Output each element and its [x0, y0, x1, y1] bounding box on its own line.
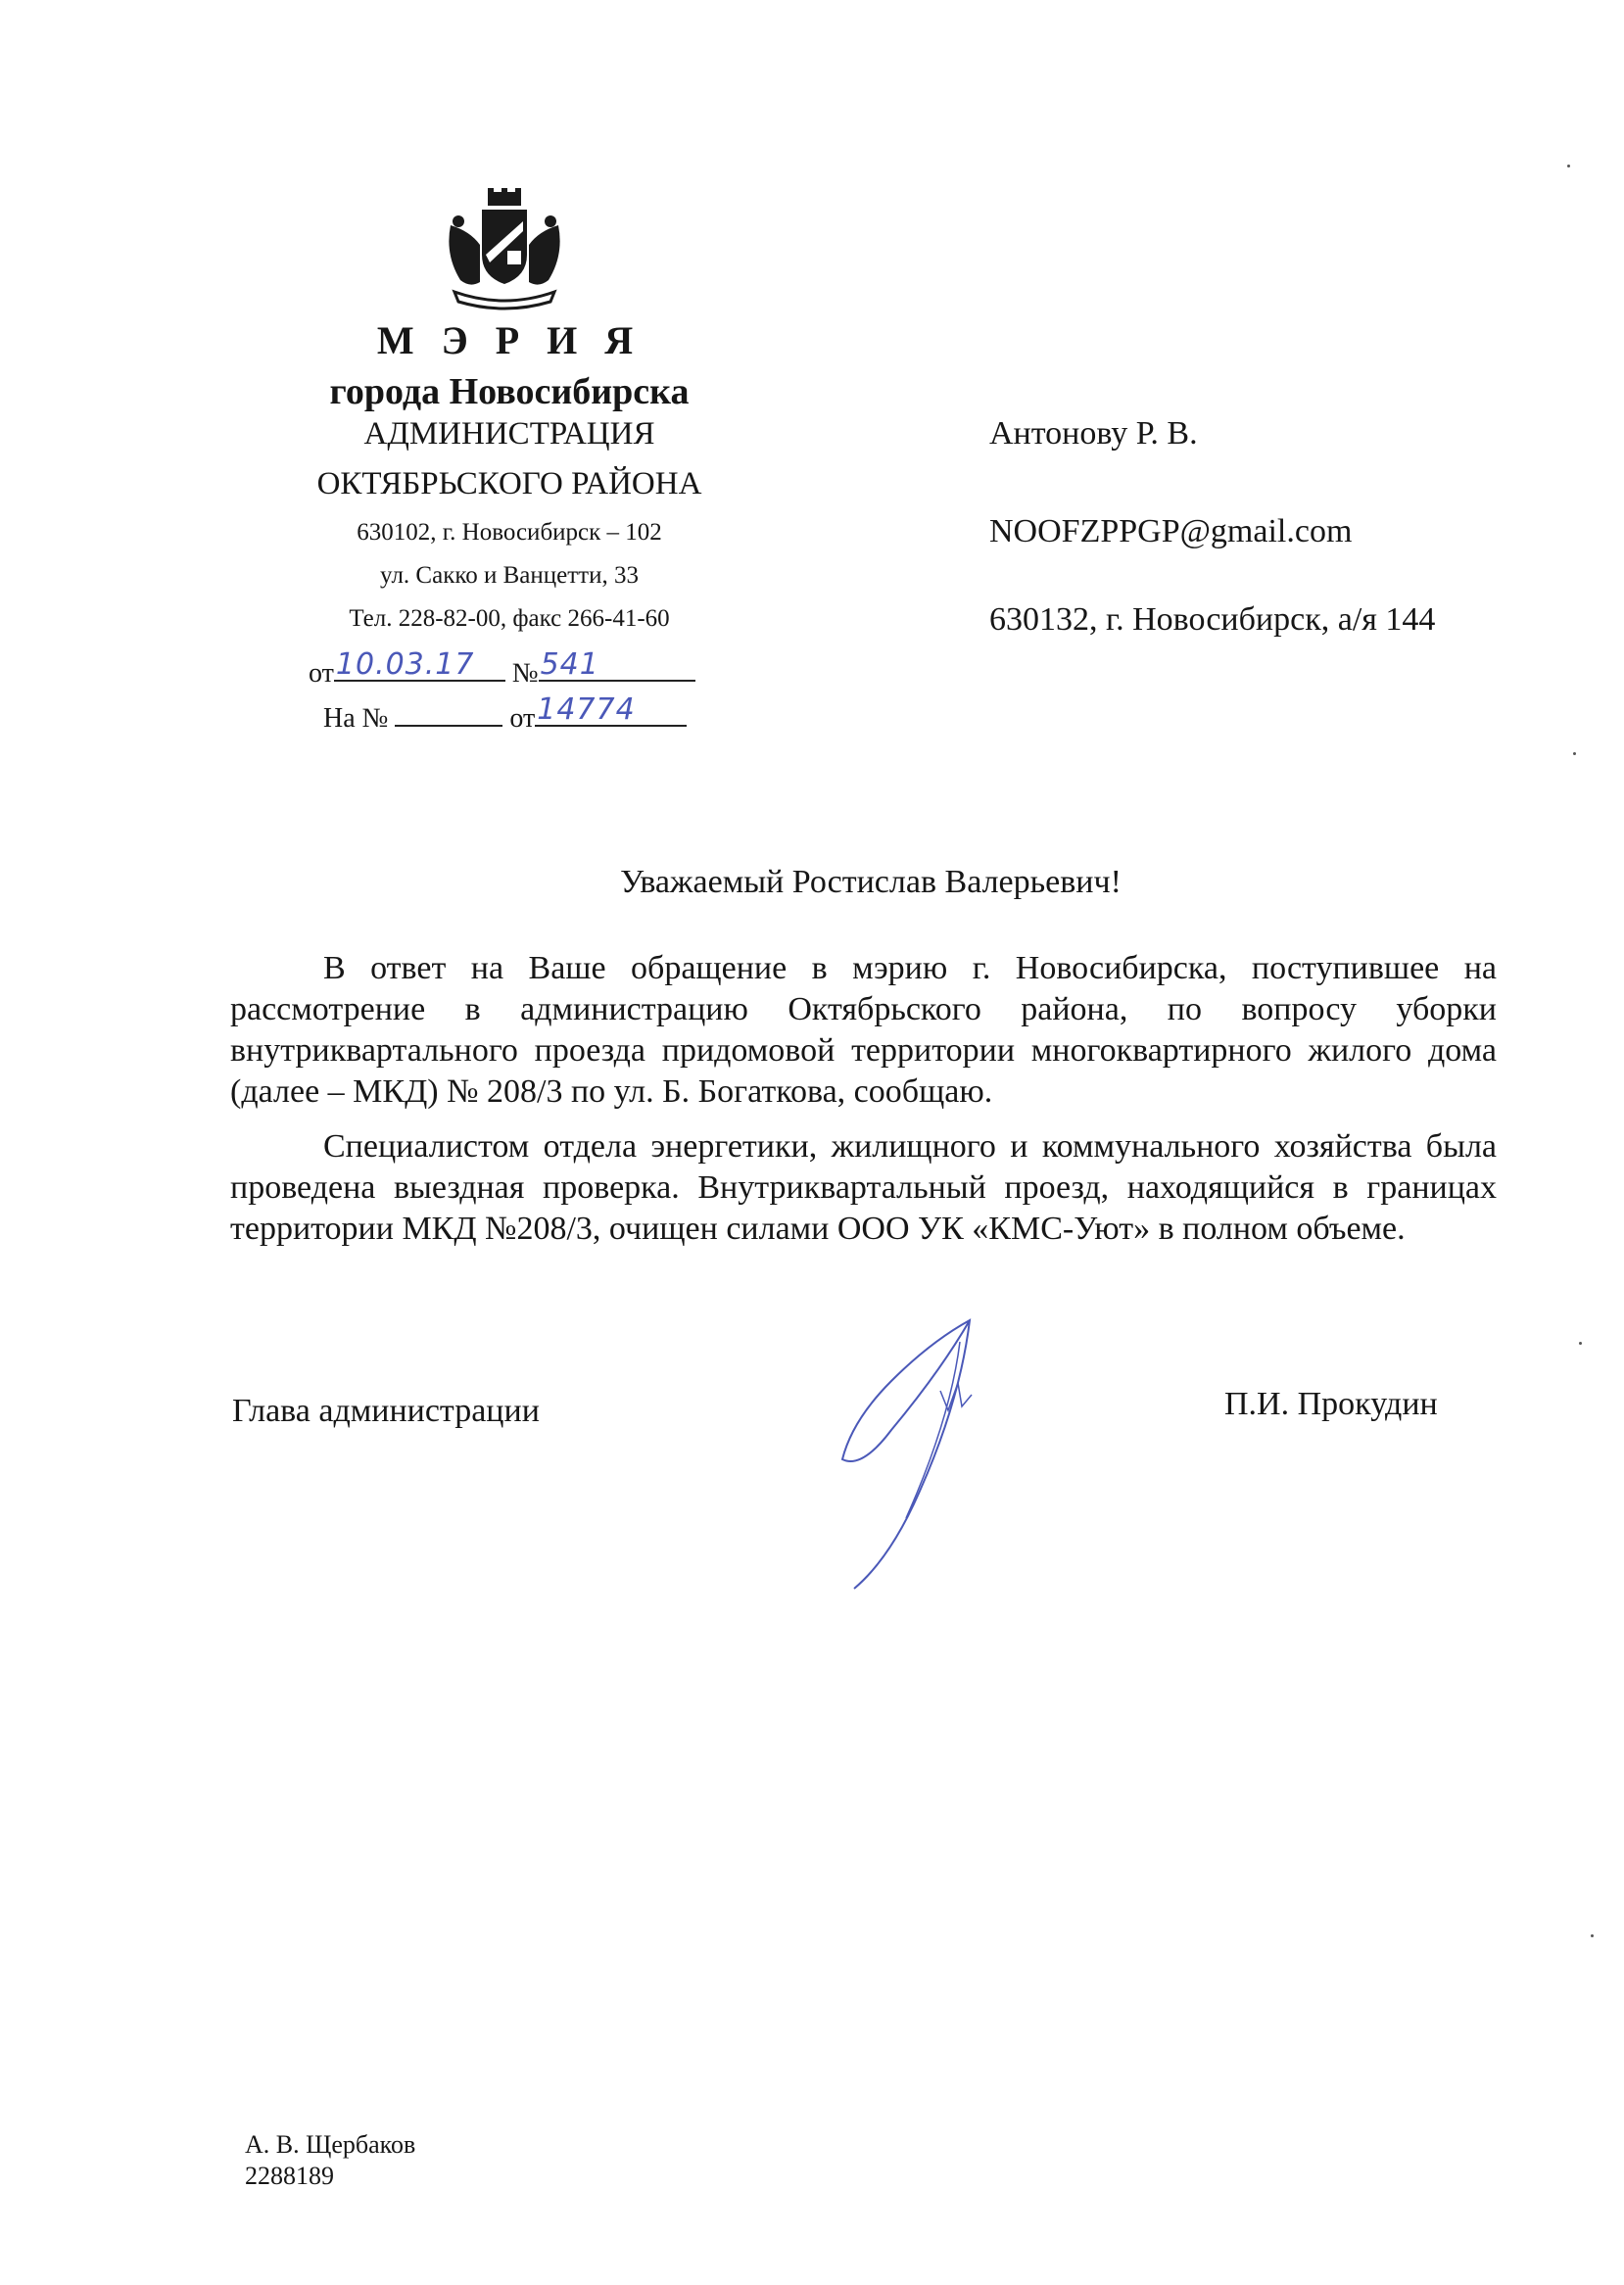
- org-admin: АДМИНИСТРАЦИЯ: [363, 416, 655, 452]
- incoming-ref-row: [323, 692, 687, 735]
- ref-from-label: от: [509, 703, 536, 734]
- from-label: от: [309, 658, 334, 689]
- scan-speck: [1567, 165, 1570, 167]
- executor-phone: 2288189: [245, 2162, 334, 2190]
- signer-position: Глава администрации: [232, 1393, 540, 1429]
- signer-name: П.И. Прокудин: [1224, 1386, 1438, 1422]
- recipient-email: NOOFZPPGP@gmail.com: [989, 513, 1353, 549]
- handwritten-signature-icon: [833, 1312, 999, 1596]
- recipient-postal: 630132, г. Новосибирск, а/я 144: [989, 601, 1436, 638]
- number-handwritten: 541: [540, 647, 599, 682]
- coat-of-arms-icon: [441, 186, 568, 313]
- body-paragraph-1: [230, 948, 1497, 1113]
- ref-label: На №: [323, 703, 389, 734]
- org-city: города Новосибирска: [329, 371, 690, 412]
- org-address-line1: 630102, г. Новосибирск – 102: [357, 519, 662, 546]
- scan-speck: [1579, 1342, 1582, 1345]
- from-date-line: [334, 647, 505, 682]
- scan-speck: [1573, 752, 1576, 755]
- org-address-line2: ул. Сакко и Ванцетти, 33: [380, 562, 639, 589]
- scan-speck: [1591, 1934, 1594, 1937]
- number-line: [539, 647, 695, 682]
- from-date-handwritten: 10.03.17: [335, 647, 475, 682]
- ref-from-line: [535, 692, 687, 727]
- org-phone: Тел. 228-82-00, факс 266-41-60: [349, 605, 670, 632]
- executor-name: А. В. Щербаков: [245, 2130, 416, 2159]
- ref-number-line: [395, 697, 502, 727]
- org-district: ОКТЯБРЬСКОГО РАЙОНА: [316, 466, 702, 501]
- salutation: Уважаемый Ростислав Валерьевич!: [620, 864, 1122, 900]
- ref-from-handwritten: 14774: [537, 692, 636, 727]
- recipient-name: Антонову Р. В.: [989, 415, 1198, 452]
- paragraph-text: В ответ на Ваше обращение в мэрию г. Новосибирска, поступившее на рассмотрение в администрацию Октябрьского района, по вопросу уборки внутриквартального проезда придомовой территории многоквартирного жилого дома (далее – МКД) № 208/3 по ул. Б. Богаткова, сообщаю.: [230, 950, 1497, 1110]
- paragraph-text: Специалистом отдела энергетики, жилищного и коммунального хозяйства была проведена выездная проверка. Внутриквартальный проезд, находящийся в границах территории МКД №208/3, очищен силами ООО УК «КМС-Уют» в полном объеме.: [230, 1128, 1497, 1247]
- body-paragraph-2: [230, 1126, 1497, 1250]
- number-label: №: [511, 658, 539, 689]
- org-title: М Э Р И Я: [376, 318, 643, 362]
- outgoing-ref-row: [309, 647, 695, 690]
